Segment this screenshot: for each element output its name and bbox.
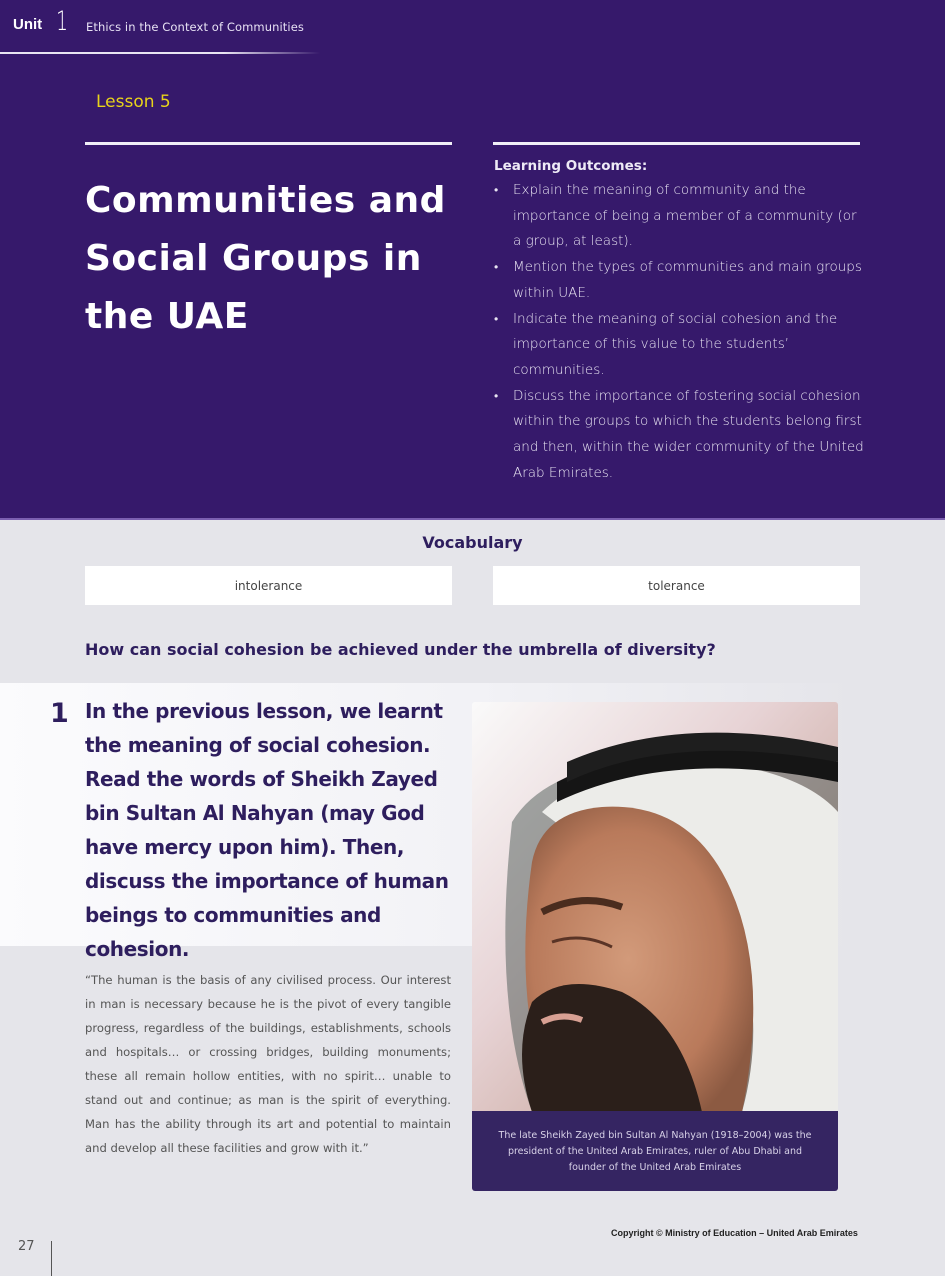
- learning-outcome-item: [494, 307, 864, 384]
- learning-outcomes-list: [494, 178, 864, 486]
- learning-outcomes-heading: Learning Outcomes:: [494, 158, 648, 174]
- activity-instruction: In the previous lesson, we learnt the meaning of social cohesion. Read the words of Sheikh Zayed bin Sultan Al Nahyan (may God have mercy upon him). Then, discuss the importance of human beings to communities and cohesion.: [85, 699, 449, 961]
- unit-title: Ethics in the Context of Communities: [86, 20, 304, 34]
- lesson-label: Lesson 5: [96, 92, 171, 112]
- title-divider: [85, 142, 452, 145]
- vocabulary-term: [493, 566, 860, 605]
- bullet-icon: •: [494, 260, 499, 275]
- portrait-photo: [472, 702, 838, 1112]
- lesson-title: Communities and Social Groups in the UAE: [85, 180, 446, 337]
- guiding-question: How can social cohesion be achieved under the umbrella of diversity?: [85, 640, 716, 659]
- learning-outcome-item: [494, 178, 864, 255]
- page-number: 27: [18, 1239, 35, 1254]
- lesson-hero-banner: [0, 0, 945, 520]
- learning-outcomes: [494, 158, 864, 486]
- photo-caption: The late Sheikh Zayed bin Sultan Al Nahyan (1918–2004) was the president of the United Arab Emirates, ruler of Abu Dhabi and founder of the United Arab Emirates: [472, 1111, 838, 1191]
- bullet-icon: •: [494, 388, 499, 403]
- unit-divider: [0, 52, 320, 54]
- unit-label: Unit: [13, 16, 43, 33]
- vocabulary-term-text: tolerance: [648, 578, 705, 593]
- outcomes-divider: [493, 142, 860, 145]
- learning-outcome-text: Indicate the meaning of social cohesion and the importance of this value to the students’ communities.: [513, 310, 838, 378]
- sheikh-zayed-quote: “The human is the basis of any civilised process. Our interest in man is necessary because he is the pivot of every tangible progress, regardless of the buildings, establishments, schools and hospitals… or crossing bridges, building monuments; these all remain hollow entities, with no spirit… unable to stand out and continue; as man is the spirit of everything. Man has the ability through its art and potential to maintain and develop all these facilities and grow with it.”: [85, 973, 451, 1155]
- vocabulary-term-text: intolerance: [234, 578, 303, 593]
- bullet-icon: •: [494, 311, 499, 326]
- activity-number: 1: [50, 698, 69, 729]
- vocabulary-heading: Vocabulary: [422, 533, 523, 552]
- page-number-divider: [51, 1241, 52, 1276]
- learning-outcome-item: [494, 255, 864, 306]
- portrait-image-icon: [472, 702, 838, 1112]
- learning-outcome-item: [494, 384, 864, 487]
- learning-outcome-text: Mention the types of communities and main groups within UAE.: [513, 259, 862, 301]
- vocabulary-term: [85, 566, 452, 605]
- bullet-icon: •: [494, 183, 499, 197]
- copyright-notice: Copyright © Ministry of Education – United Arab Emirates: [611, 1228, 858, 1238]
- learning-outcome-text: Explain the meaning of community and the importance of being a member of a community (or a group, at least).: [513, 182, 857, 250]
- unit-number: 1: [56, 6, 69, 37]
- learning-outcome-text: Discuss the importance of fostering social cohesion within the groups to which the students belong first and then, within the wider community of the United Arab Emirates.: [513, 387, 864, 481]
- unit-header: [0, 0, 330, 54]
